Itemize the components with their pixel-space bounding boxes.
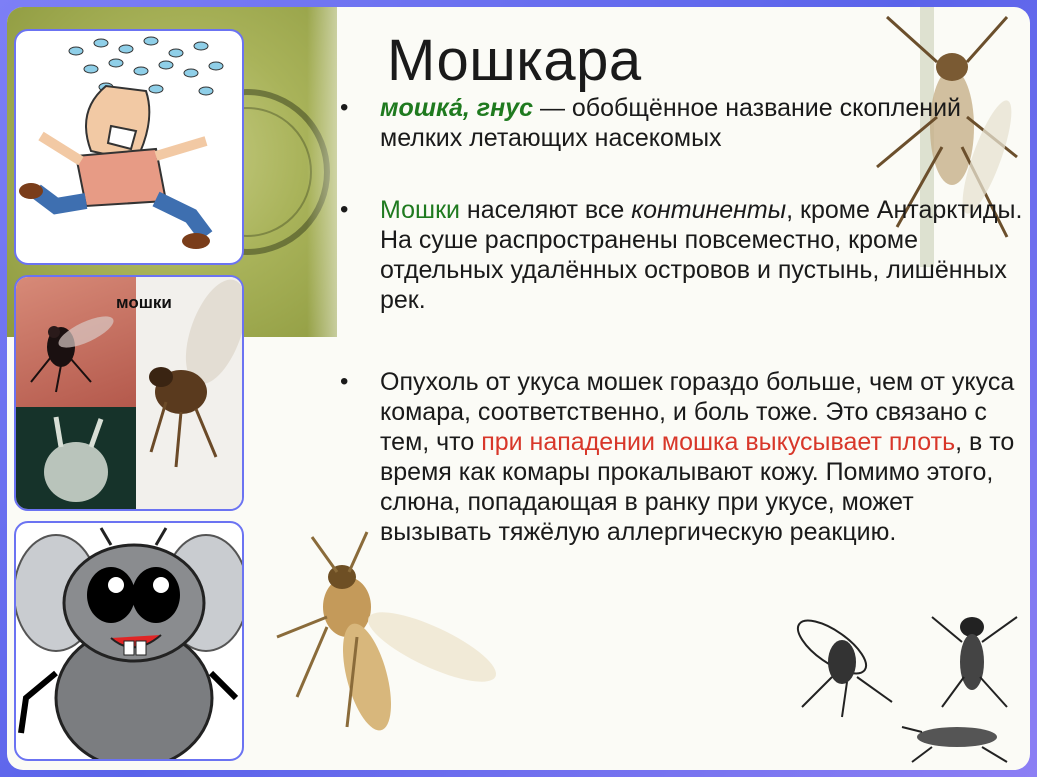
card-cartoon-fly bbox=[14, 521, 244, 761]
cartoon-fly-icon bbox=[16, 523, 242, 759]
gnat-microscope-icon bbox=[16, 407, 136, 509]
bullet-list bbox=[340, 93, 1030, 547]
habitat-subject: Мошки bbox=[380, 196, 460, 224]
slide bbox=[7, 7, 1030, 770]
bullet-habitat bbox=[340, 195, 1030, 315]
bullet-definition bbox=[340, 93, 1030, 153]
habitat-text-1: населяют все bbox=[459, 196, 632, 224]
slide-title: Мошкара bbox=[387, 28, 642, 93]
term-text: мошка́, гнус bbox=[380, 94, 534, 122]
bite-text-1: Опухоль от укуса мошек гораздо больше, чем от укуса комара, соответственно, и боль тоже. Это связано с тем, что bbox=[380, 368, 1015, 456]
card-label: мошки bbox=[116, 293, 172, 312]
habitat-text-2: , кроме Антарктиды. На суше распространены повсеместно, кроме отдельных удалённых островов и пустынь, лишённых рек. bbox=[380, 196, 1023, 314]
habitat-italic: континенты bbox=[631, 196, 787, 224]
photo-microscope bbox=[16, 407, 136, 509]
definition-text: — обобщённое название скоплений мелких летающих насекомых bbox=[380, 94, 961, 152]
card-gnat-photos bbox=[14, 275, 244, 511]
card-cartoon-man bbox=[14, 29, 244, 265]
gnat-illustration-bottom-icon bbox=[257, 527, 517, 770]
bite-text-2: , в то время как комары прокалывают кожу. Помимо этого, слюна, попадающая в ранку при укусе, может вызывать тяжёлую аллергическую реакцию. bbox=[380, 428, 1015, 546]
gnat-sketches-icon bbox=[782, 587, 1027, 767]
bullet-bite bbox=[340, 367, 1030, 547]
bite-highlight: при нападении мошка выкусывает плоть bbox=[481, 428, 956, 456]
cartoon-man-running-icon bbox=[16, 31, 242, 263]
